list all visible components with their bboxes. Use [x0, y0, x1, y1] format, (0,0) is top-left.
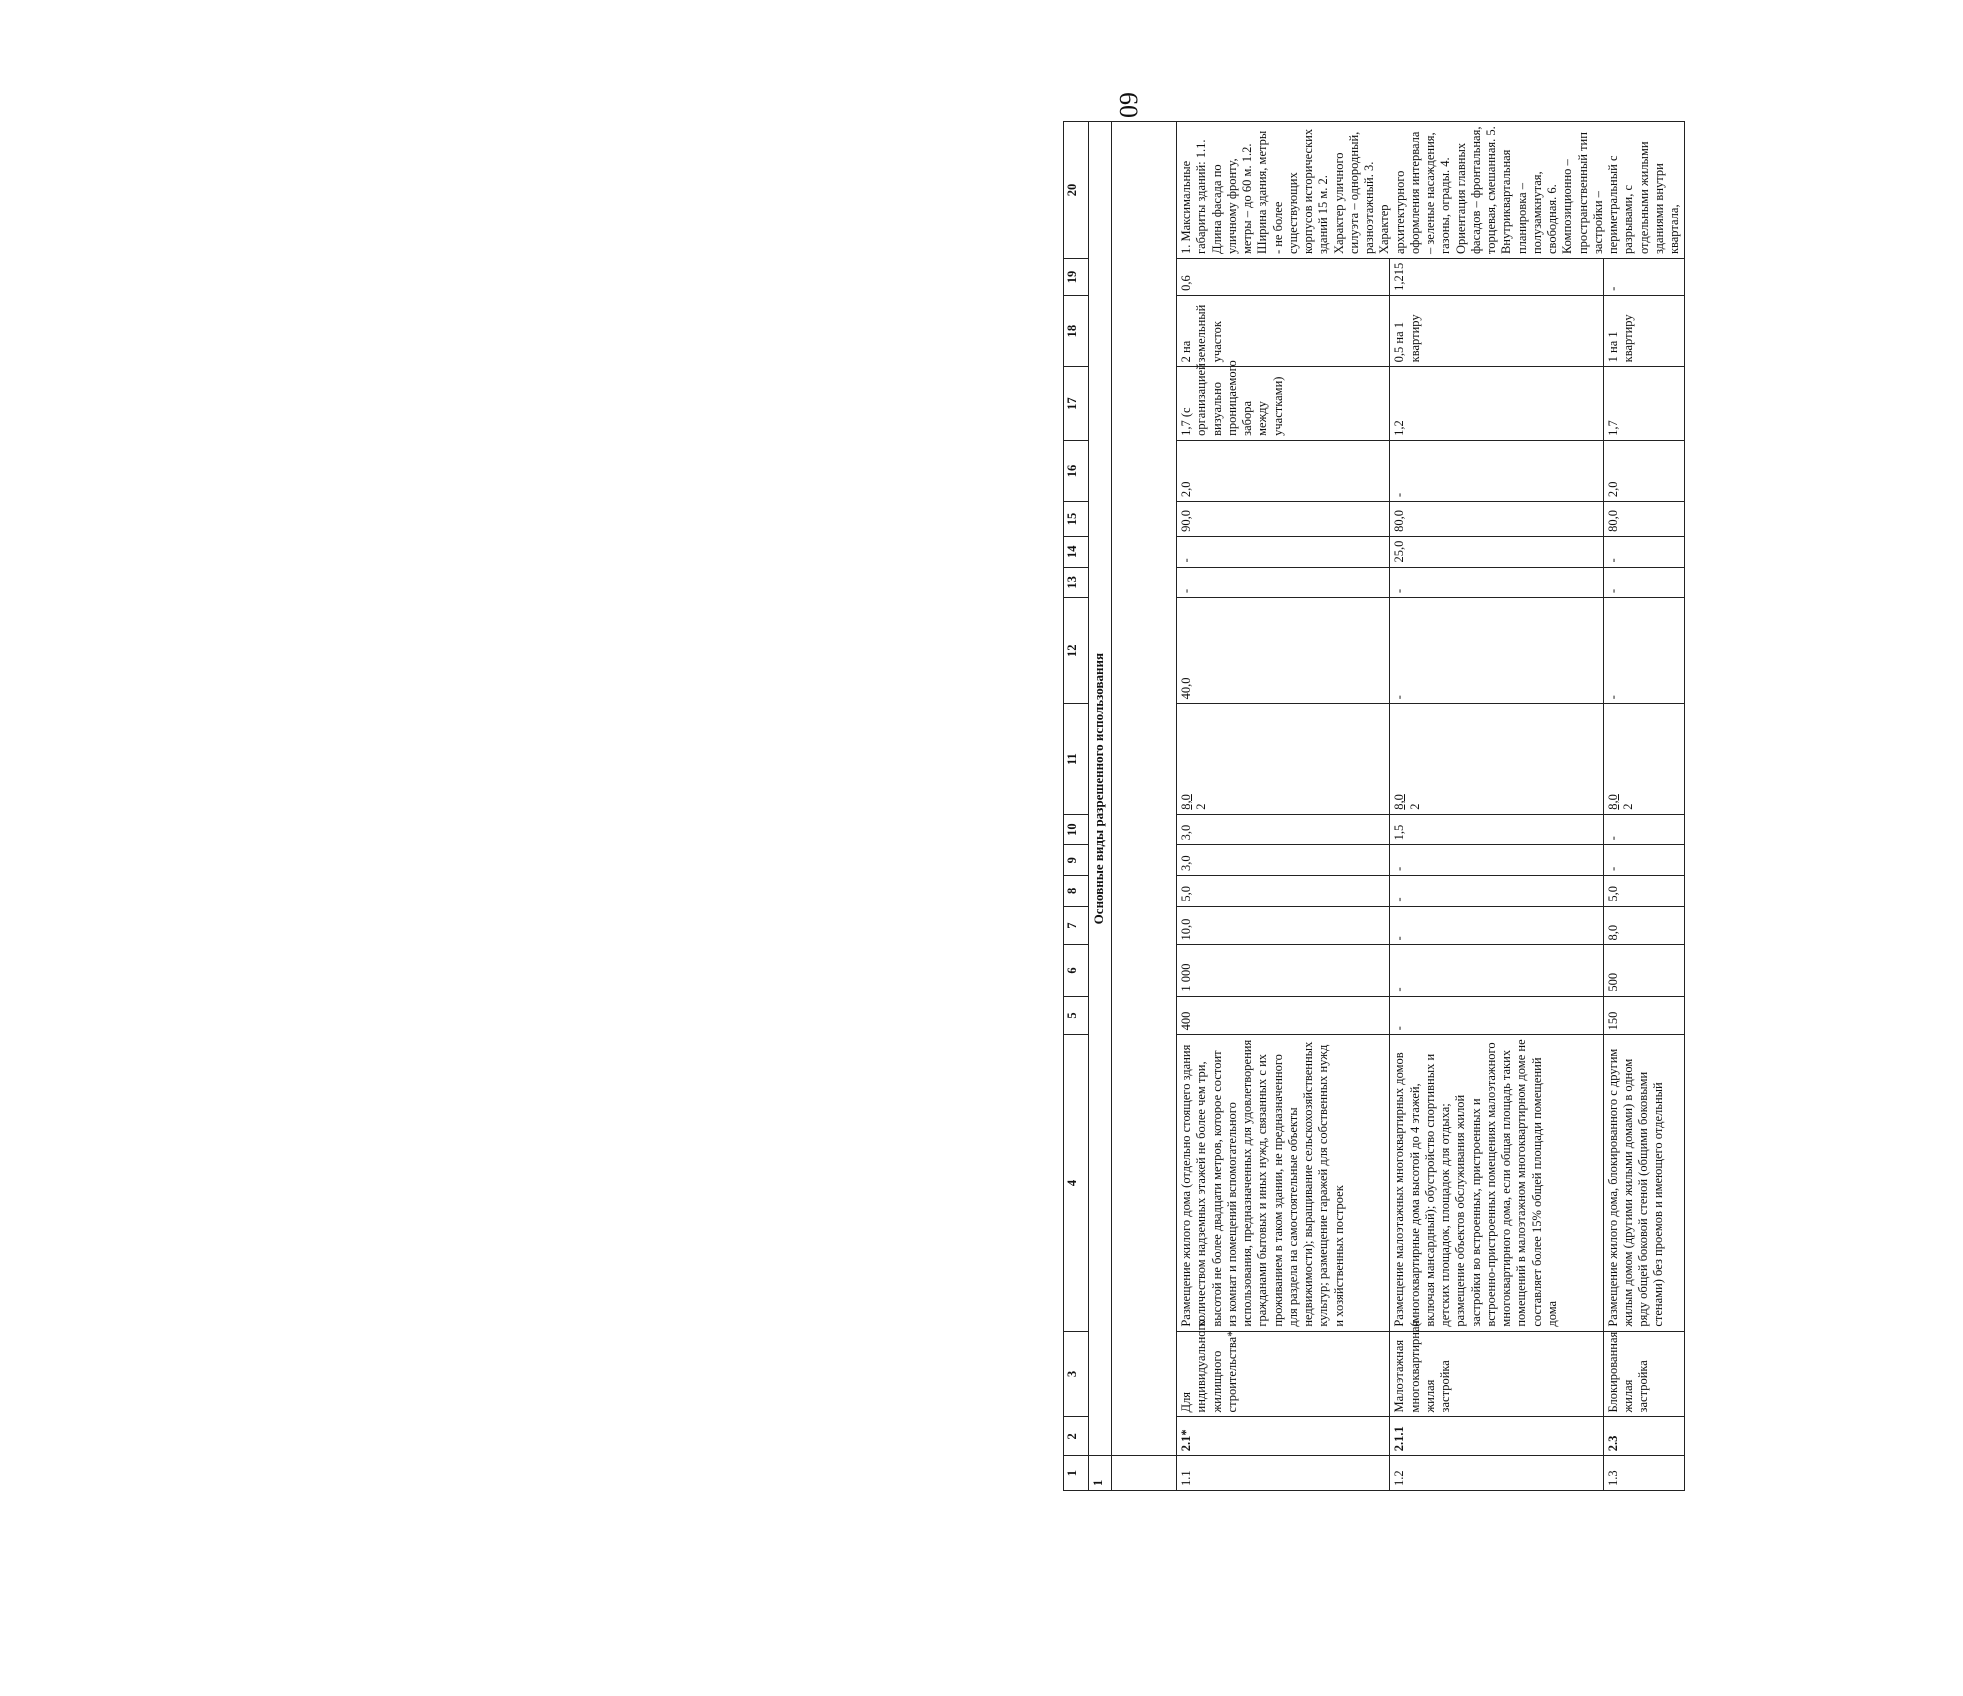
- table-cell: 80,0: [1390, 502, 1603, 537]
- header-cell: 9: [1064, 845, 1089, 876]
- table-cell: [1603, 704, 1685, 814]
- floors-max: 8,0: [1605, 794, 1620, 810]
- use-name: Для индивидуального жилищного строительства*: [1177, 1331, 1390, 1417]
- table-cell: -: [1390, 598, 1603, 704]
- header-cell: 3: [1064, 1331, 1089, 1417]
- use-name: Малоэтажная многоквартирная жилая застройка: [1390, 1331, 1603, 1417]
- architectural-requirements: 1. Максимальные габариты зданий: 1.1. Длина фасада по уличному фронту, метры – до 60 м. 1.2. Ширина здания, метры - не более существующих корпусов исторических зданий 15 м. 2. Характер уличного силуэта – однородный, разноэтажный. 3. Характер архитектурного оформления интервала – зеленые насаждения, газоны, ограды. 4. Ориентация главных фасадов – фронтальная, торцевая, смешанная. 5. Внутриквартальная планировка – полузамкнутая, свободная. 6. Композиционно – пространственный тип застройки – периметральный с разрывами, с отдельными жилыми зданиями внутри квартала,: [1177, 122, 1685, 259]
- table-cell: 5,0: [1603, 876, 1685, 907]
- spacer-row: [1112, 122, 1177, 1491]
- table-cell: -: [1177, 536, 1390, 567]
- table-cell: 0,5 на 1 квартиру: [1390, 295, 1603, 367]
- table-cell: -: [1603, 536, 1685, 567]
- table-cell: -: [1390, 996, 1603, 1035]
- table-row: [1177, 122, 1390, 1491]
- table-cell: 1,7 (с организацией визуально проницаемого забора между участками): [1177, 367, 1390, 441]
- header-cell: 16: [1064, 440, 1089, 501]
- table-cell: 2 на земельный участок: [1177, 295, 1390, 367]
- section-title: Основные виды разрешенного использования: [1089, 122, 1112, 1456]
- spacer-cell: [1112, 1456, 1177, 1491]
- table-cell: -: [1390, 876, 1603, 907]
- floors-max: 8,0: [1179, 794, 1193, 810]
- header-cell: 5: [1064, 996, 1089, 1035]
- table-cell: 1,2: [1390, 367, 1603, 441]
- table-cell: -: [1390, 945, 1603, 996]
- table-cell: [1390, 704, 1603, 814]
- page-number: 60: [1114, 92, 1143, 118]
- header-cell: 19: [1064, 259, 1089, 296]
- table-cell: -: [1390, 440, 1603, 501]
- header-cell: 18: [1064, 295, 1089, 367]
- table-cell: 500: [1603, 945, 1685, 996]
- table-cell: 10,0: [1177, 906, 1390, 945]
- header-cell: 20: [1064, 122, 1089, 259]
- table-cell: 3,0: [1177, 814, 1390, 845]
- table-cell: 1,215: [1390, 259, 1603, 296]
- table-cell: 1 000: [1177, 945, 1390, 996]
- use-description: Размещение малоэтажных многоквартирных домов (многоквартирные дома высотой до 4 этажей, включая мансардный); обустройство спортивных и детских площадок, площадок для отдыха; размещение объектов обслуживания жилой застройки во встроенных, пристроенных и встроенно-пристроенных помещениях малоэтажного многоквартирного дома, если общая площадь таких помещений в малоэтажном многоквартирном доме не составляет более 15% общей площади помещений дома: [1390, 1035, 1603, 1331]
- header-cell: 2: [1064, 1417, 1089, 1456]
- use-description: Размещение жилого дома, блокированного с другим жилым домом (другими жилыми домами) в одном ряду общей боковой стеной (общими боковыми стенами) без проемов и имеющего отдельный: [1603, 1035, 1685, 1331]
- table-cell: -: [1177, 567, 1390, 598]
- table-cell: 1 на 1 квартиру: [1603, 295, 1685, 367]
- header-cell: 4: [1064, 1035, 1089, 1331]
- header-row: [1064, 122, 1089, 1491]
- table-cell: 3,0: [1177, 845, 1390, 876]
- floors-count: 2: [1194, 803, 1209, 810]
- table-cell: -: [1390, 906, 1603, 945]
- use-name: Блокированная жилая застройка: [1603, 1331, 1685, 1417]
- header-cell: 7: [1064, 906, 1089, 945]
- header-cell: 6: [1064, 945, 1089, 996]
- table-cell: -: [1603, 598, 1685, 704]
- use-description: Размещение жилого дома (отдельно стоящего здания количеством надземных этажей не более чем три, высотой не более двадцати метров, которое состоит из комнат и помещений вспомогательного использования, предназначенных для удовлетворения гражданами бытовых и иных нужд, связанных с их проживанием в таком здании, не предназначенного для раздела на самостоятельные объекты недвижимости); выращивание сельскохозяйственных культур; размещение гаражей для собственных нужд и хозяйственных построек: [1177, 1035, 1390, 1331]
- table-cell: 2,0: [1177, 440, 1390, 501]
- table-cell: 8,0: [1603, 906, 1685, 945]
- use-code: 2.1*: [1177, 1417, 1390, 1456]
- header-cell: 1: [1064, 1456, 1089, 1491]
- table-cell: 1,7: [1603, 367, 1685, 441]
- table-cell: 1,5: [1390, 814, 1603, 845]
- header-cell: 12: [1064, 598, 1089, 704]
- header-cell: 13: [1064, 567, 1089, 598]
- use-code: 2.3: [1603, 1417, 1685, 1456]
- table-cell: -: [1603, 259, 1685, 296]
- table-cell: 40,0: [1177, 598, 1390, 704]
- table-cell: 80,0: [1603, 502, 1685, 537]
- section-row: [1089, 122, 1112, 1491]
- zoning-table: [1063, 121, 1685, 1491]
- header-cell: 14: [1064, 536, 1089, 567]
- spacer-cell: [1112, 122, 1177, 1456]
- table-cell: -: [1390, 845, 1603, 876]
- floors-count: 2: [1407, 803, 1422, 810]
- use-code: 2.1.1: [1390, 1417, 1603, 1456]
- table-cell: 0,6: [1177, 259, 1390, 296]
- section-number: 1: [1089, 1456, 1112, 1491]
- table-cell: [1177, 704, 1390, 814]
- rotated-table-container: [1063, 121, 1963, 1491]
- floors-count: 2: [1620, 803, 1635, 810]
- table-cell: -: [1390, 567, 1603, 598]
- header-cell: 8: [1064, 876, 1089, 907]
- table-cell: 2,0: [1603, 440, 1685, 501]
- table-cell: -: [1603, 814, 1685, 845]
- table-cell: -: [1603, 845, 1685, 876]
- table-cell: 25,0: [1390, 536, 1603, 567]
- row-number: 1.2: [1390, 1456, 1603, 1491]
- header-cell: 17: [1064, 367, 1089, 441]
- table-row: [1390, 122, 1603, 1491]
- table-cell: -: [1603, 567, 1685, 598]
- floors-max: 8,0: [1392, 794, 1407, 810]
- table-cell: 400: [1177, 996, 1390, 1035]
- row-number: 1.1: [1177, 1456, 1390, 1491]
- header-cell: 10: [1064, 814, 1089, 845]
- row-number: 1.3: [1603, 1456, 1685, 1491]
- table-cell: 90,0: [1177, 502, 1390, 537]
- table-cell: 5,0: [1177, 876, 1390, 907]
- header-cell: 15: [1064, 502, 1089, 537]
- table-cell: 150: [1603, 996, 1685, 1035]
- table-row: [1603, 122, 1685, 1491]
- header-cell: 11: [1064, 704, 1089, 814]
